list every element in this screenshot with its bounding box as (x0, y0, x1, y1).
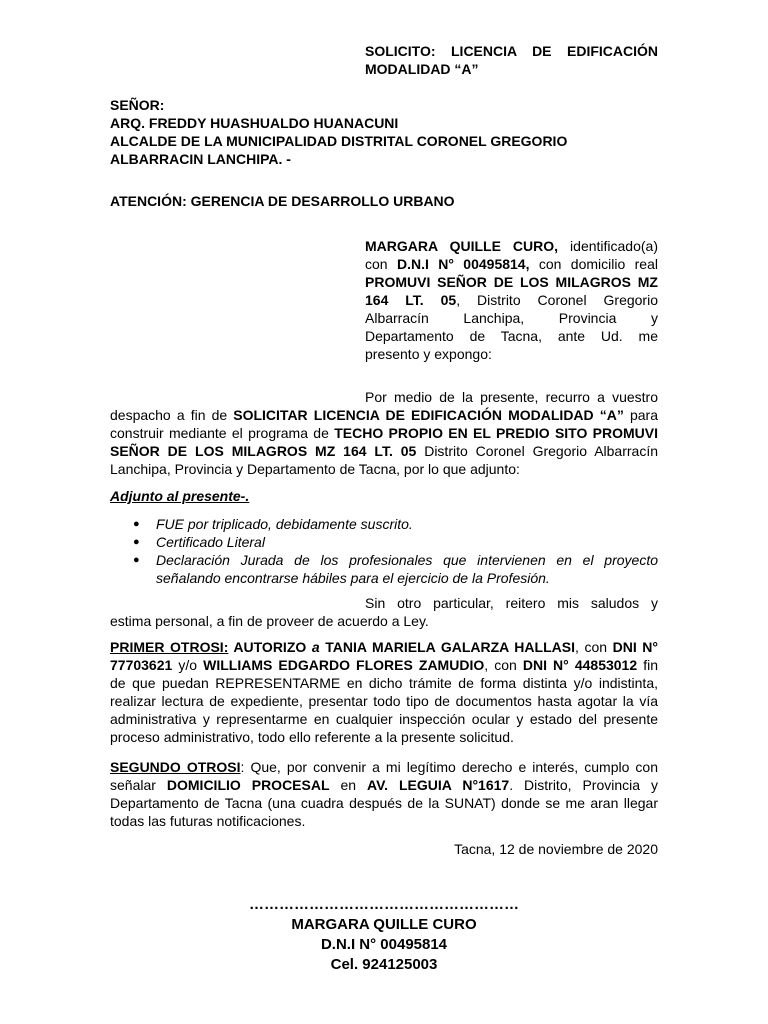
signature-line: ……………………………………………… (249, 896, 519, 913)
request-bold: SOLICITAR LICENCIA DE EDIFICACIÓN MODALIDAD “A” (233, 407, 624, 423)
intro-line-1 (365, 237, 658, 255)
intro-paragraph (365, 237, 658, 363)
primer-text: AUTORIZO (228, 639, 312, 655)
signature-phone: Cel. 924125003 (330, 956, 438, 973)
closing-line-1: Sin otro particular, reitero mis saludos y (365, 595, 658, 611)
primer-text: , con (484, 657, 523, 673)
solicito-line-1: SOLICITO: LICENCIA DE EDIFICACIÓN (365, 43, 658, 59)
request-line-2 (110, 406, 658, 424)
request-text: despacho a fin de (110, 407, 234, 423)
applicant-name: MARGARA QUILLE CURO, (365, 238, 559, 254)
applicant-dni: D.N.I N° 00495814, (396, 256, 530, 272)
attachments-heading: Adjunto al presente-. (110, 488, 250, 504)
list-item (110, 533, 658, 551)
intro-address-line-1: PROMUVI SEÑOR DE LOS MILAGROS MZ (365, 274, 658, 290)
request-line-5: Lanchipa, Provincia y Departamento de Tacna, por lo que adjunto: (110, 461, 520, 477)
list-item (110, 515, 658, 533)
request-text: Distrito Coronel Gregorio Albarracín (416, 443, 658, 459)
request-text: construir mediante el programa de (110, 425, 335, 441)
segundo-line-4: todas las futuras notificaciones. (110, 813, 306, 829)
authorized-person-1: TANIA MARIELA GALARZA HALLASI (319, 639, 575, 655)
segundo-line-2 (110, 776, 658, 794)
primer-otrosi-label: PRIMER OTROSI: (110, 639, 229, 655)
attachment-text-continued: señalando encontrarse hábiles para el ejercicio de la Profesión. (156, 570, 550, 586)
primer-text: fin (637, 657, 658, 673)
primer-line-3: de que puedan REPRESENTARME en dicho trámite de forma distinta y/o indistinta, (110, 675, 658, 691)
request-text: para (623, 407, 658, 423)
intro-line-7: presento y expongo: (365, 346, 492, 362)
request-bold: TECHO PROPIO EN EL PREDIO SITO PROMUVI (334, 425, 659, 441)
list-item (110, 551, 658, 587)
closing-paragraph (110, 594, 658, 630)
intro-text: , Distrito Coronel Gregorio (456, 292, 658, 308)
attachment-text: Declaración Jurada de los profesionales que intervienen en el proyecto (156, 552, 658, 568)
intro-address-line-2: 164 LT. 05 (365, 292, 457, 308)
primer-line-5: administrativa y representarme en cualquier inspección ocular y estado del presente (110, 711, 658, 727)
request-line-1: Por medio de la presente, recurro a vuestro (365, 389, 658, 405)
addressee-block (110, 96, 670, 168)
segundo-line-3: Departamento de Tacna (una cuadra después de la SUNAT) donde se me aran llegar (110, 795, 658, 811)
primer-line-2 (110, 656, 658, 674)
procedural-address: AV. LEGUIA N°1617 (367, 777, 510, 793)
intro-line-2 (365, 255, 658, 273)
addressee-salutation: SEÑOR: (110, 97, 165, 113)
intro-text: identificado(a) (558, 238, 658, 254)
attachments-list (110, 515, 658, 587)
primer-line-4: realizar lectura de expediente, presentar todo tipo de documentos hasta agotar la vía (110, 693, 658, 709)
primer-line-6: proceso administrativo, todo ello referente a la presente solicitud. (110, 729, 514, 745)
primer-text: , con (574, 639, 613, 655)
intro-text: con (365, 256, 397, 272)
primer-line-1 (110, 638, 658, 656)
signature-dni: D.N.I N° 00495814 (320, 936, 448, 953)
bullet-icon: ● (133, 554, 140, 566)
bullet-icon: ● (133, 536, 140, 548)
intro-text: con domicilio real (529, 256, 658, 272)
segundo-text: en (329, 777, 368, 793)
primer-otrosi-paragraph (110, 638, 658, 746)
atencion-line: ATENCIÓN: GERENCIA DE DESARROLLO URBANO (110, 193, 455, 209)
authorized-person-2: WILLIAMS EDGARDO FLORES ZAMUDIO (203, 657, 485, 673)
attachment-text: Certificado Literal (156, 534, 265, 550)
segundo-otrosi-label: SEGUNDO OTROSI (110, 759, 241, 775)
intro-line-4 (365, 291, 658, 309)
document-date: Tacna, 12 de noviembre de 2020 (454, 841, 658, 857)
signature-name: MARGARA QUILLE CURO (291, 916, 477, 933)
solicito-line-2: MODALIDAD “A” (365, 61, 479, 77)
segundo-text: : Que, por convenir a mi legítimo derecho e interés, cumplo con (240, 759, 658, 775)
primer-text: y/o (172, 657, 204, 673)
addressee-title-line-2: ALBARRACIN LANCHIPA. - (110, 151, 291, 167)
primer-text: a (311, 639, 320, 655)
signature-block (184, 895, 584, 975)
intro-line-5: Albarracín Lanchipa, Provincia y (365, 310, 658, 326)
attachment-text: FUE por triplicado, debidamente suscrito. (156, 516, 413, 532)
authorized-dni-1: 77703621 (110, 657, 173, 673)
solicito-heading (365, 42, 658, 78)
intro-line-6: Departamento de Tacna, ante Ud. me (365, 328, 658, 344)
segundo-line-1 (110, 758, 658, 776)
request-line-3 (110, 424, 658, 442)
segundo-text: señalar (110, 777, 167, 793)
segundo-otrosi-paragraph (110, 758, 658, 830)
bullet-icon: ● (133, 518, 140, 530)
addressee-title-line-1: ALCALDE DE LA MUNICIPALIDAD DISTRITAL CORONEL GREGORIO (110, 133, 568, 149)
request-line-4 (110, 442, 658, 460)
segundo-text: . Distrito, Provincia y (509, 777, 659, 793)
segundo-bold: DOMICILIO PROCESAL (166, 777, 330, 793)
closing-line-2: estima personal, a fin de proveer de acuerdo a Ley. (110, 613, 429, 629)
primer-text: DNI N° (612, 639, 658, 655)
addressee-name: ARQ. FREDDY HUASHUALDO HUANACUNI (110, 115, 399, 131)
request-bold: SEÑOR DE LOS MILAGROS MZ 164 LT. 05 (110, 443, 417, 459)
request-paragraph (110, 388, 658, 478)
authorized-dni-2: DNI N° 44853012 (522, 657, 638, 673)
